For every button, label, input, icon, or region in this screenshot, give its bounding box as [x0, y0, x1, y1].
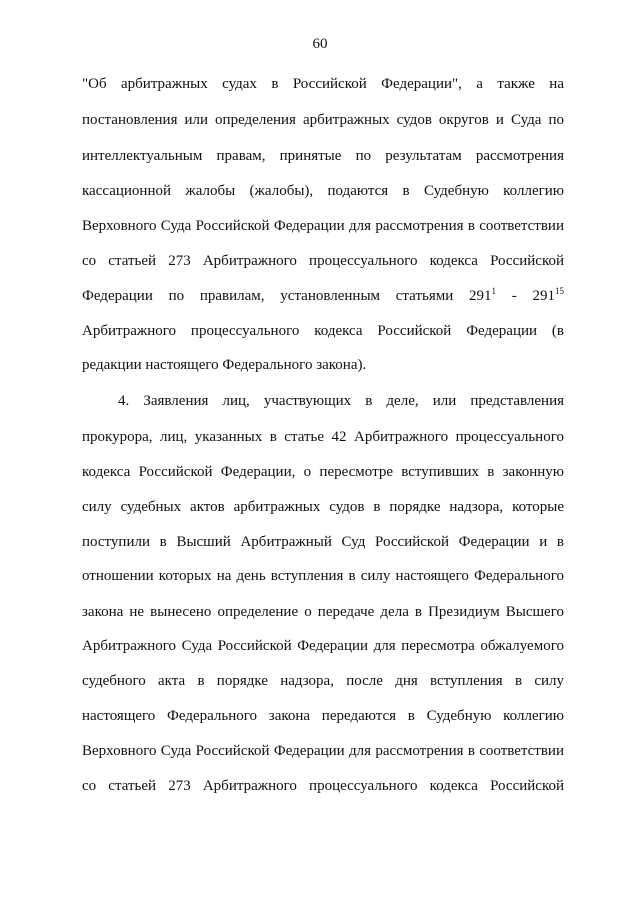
- text-line: 4. Заявления лиц, участвующих в деле, или представления: [118, 393, 564, 409]
- text-line: отношении которых на день вступления в силу настоящего Федерального: [82, 568, 564, 584]
- text-line: судебного акта в порядке надзора, после дня вступления в силу: [82, 673, 564, 689]
- text-line: редакции настоящего Федерального закона).: [82, 357, 367, 373]
- superscript: 1: [491, 286, 497, 296]
- page-number: 60: [312, 36, 328, 52]
- text-line: со статьей 273 Арбитражного процессуального кодекса Российской: [82, 253, 564, 269]
- text-line: со статьей 273 Арбитражного процессуального кодекса Российской: [82, 778, 564, 794]
- text-line: интеллектуальным правам, принятые по результатам рассмотрения: [82, 148, 564, 164]
- text-line: закона не вынесено определение о передаче дела в Президиум Высшего: [82, 604, 564, 620]
- text-line: Арбитражного Суда Российской Федерации для пересмотра обжалуемого: [82, 638, 564, 654]
- text-line: кодекса Российской Федерации, о пересмотре вступивших в законную: [82, 464, 564, 480]
- text-line: настоящего Федерального закона передаются в Судебную коллегию: [82, 708, 564, 724]
- text-line-with-superscripts: [82, 286, 564, 306]
- text-line: Верховного Суда Российской Федерации для рассмотрения в соответствии: [82, 743, 564, 759]
- text-line: Верховного Суда Российской Федерации для рассмотрения в соответствии: [82, 218, 564, 234]
- text-line: кассационной жалобы (жалобы), подаются в Судебную коллегию: [82, 183, 564, 199]
- text-fragment: - 291: [496, 288, 556, 304]
- text-line: постановления или определения арбитражных судов округов и Суда по: [82, 112, 564, 128]
- text-line: Арбитражного процессуального кодекса Российской Федерации (в: [82, 323, 564, 339]
- text-fragment: Федерации по правилам, установленным статьями 291: [82, 288, 492, 304]
- text-line: прокурора, лиц, указанных в статье 42 Арбитражного процессуального: [82, 429, 564, 445]
- text-line: силу судебных актов арбитражных судов в порядке надзора, которые: [82, 499, 564, 515]
- superscript: 15: [555, 286, 565, 296]
- text-line: "Об арбитражных судах в Российской Федерации", а также на: [82, 76, 564, 92]
- text-line: поступили в Высший Арбитражный Суд Российской Федерации и в: [82, 534, 564, 550]
